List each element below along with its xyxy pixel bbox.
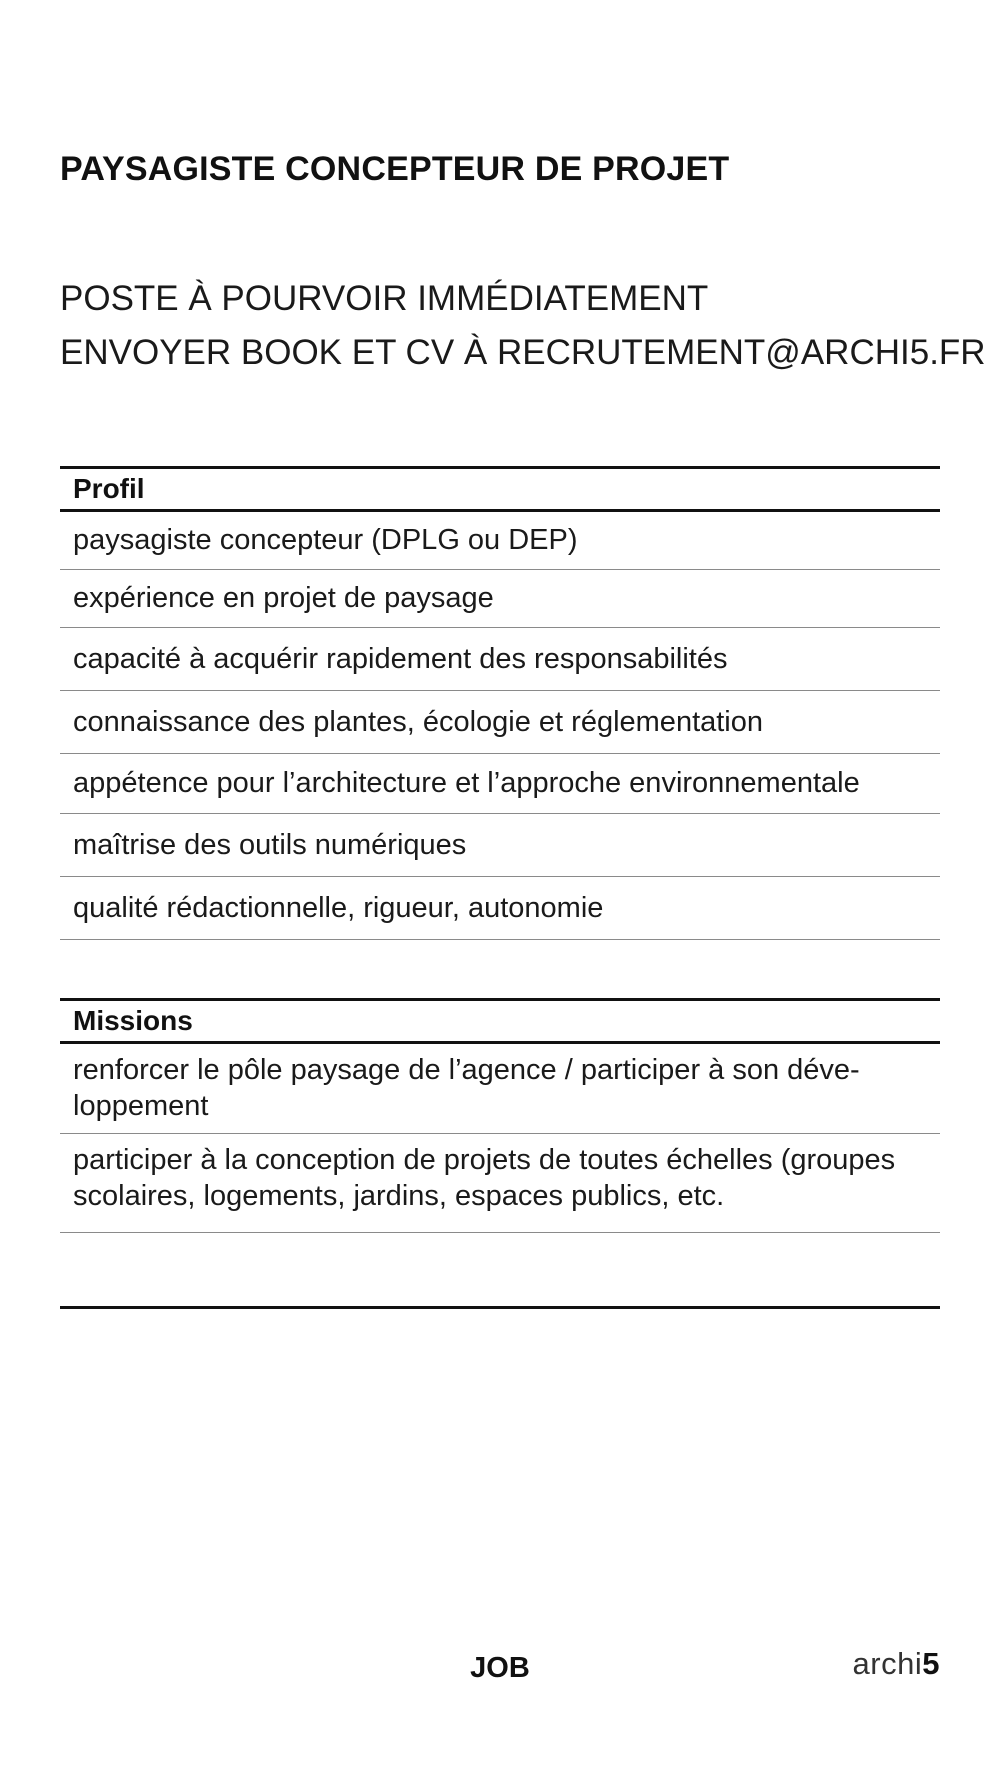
profil-item: capacité à acquérir rapidement des responsabilités <box>60 628 940 691</box>
profil-item: connaissance des plantes, écologie et réglementation <box>60 691 940 754</box>
footer-section-label: JOB <box>470 1652 530 1684</box>
missions-section <box>60 998 940 1233</box>
application-notice <box>60 272 986 380</box>
mission-item: renforcer le pôle paysage de l’agence / participer à son déve-loppement <box>60 1044 940 1134</box>
profil-item: maîtrise des outils numériques <box>60 814 940 877</box>
missions-heading: Missions <box>60 998 940 1044</box>
job-offer-page <box>60 0 986 1778</box>
application-instructions-line: ENVOYER BOOK ET CV À RECRUTEMENT@ARCHI5.FR <box>60 333 986 372</box>
mission-item: participer à la conception de projets de toutes échelles (groupes scolaires, logements, jardins, espaces publics, etc. <box>60 1134 940 1233</box>
profil-item: appétence pour l’architecture et l’approche environnementale <box>60 754 940 814</box>
job-title: PAYSAGISTE CONCEPTEUR DE PROJET <box>60 150 730 188</box>
profil-item: qualité rédactionnelle, rigueur, autonomie <box>60 877 940 940</box>
logo-number: 5 <box>922 1646 940 1681</box>
profil-item: expérience en projet de paysage <box>60 570 940 628</box>
profil-item: paysagiste concepteur (DPLG ou DEP) <box>60 512 940 570</box>
availability-line: POSTE À POURVOIR IMMÉDIATEMENT <box>60 279 709 318</box>
logo-text: archi <box>852 1646 923 1681</box>
closing-divider <box>60 1306 940 1309</box>
profil-heading: Profil <box>60 466 940 512</box>
profil-section <box>60 466 940 940</box>
archi5-logo <box>853 1646 940 1682</box>
